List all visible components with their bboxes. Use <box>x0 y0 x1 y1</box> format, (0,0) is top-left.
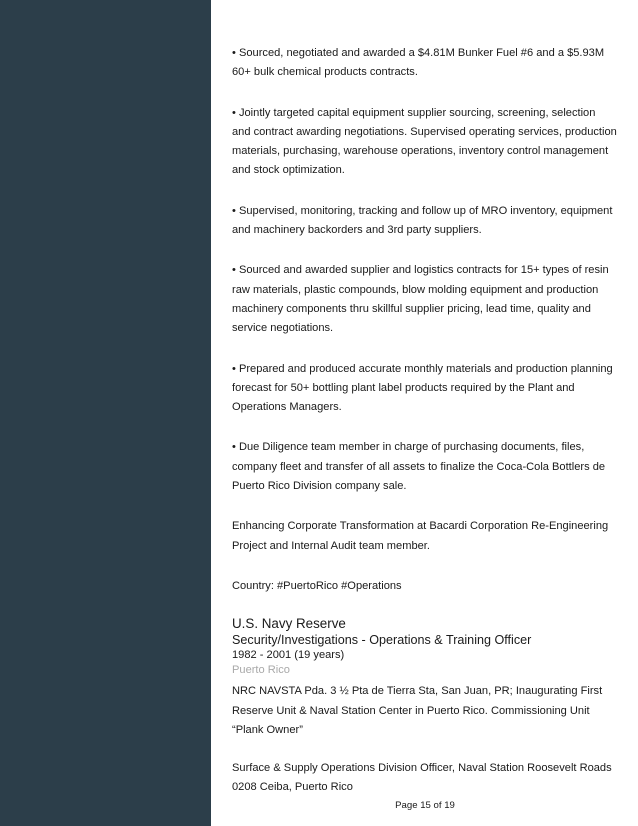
text-line: Operations Managers. <box>232 401 342 414</box>
text-line: service negotiations. <box>232 322 334 335</box>
text-line: NRC NAVSTA Pda. 3 ½ Pta de Tierra Sta, San Juan, PR; Inaugurating First <box>232 685 603 698</box>
paragraph <box>232 759 612 798</box>
text-line: 60+ bulk chemical products contracts. <box>232 66 418 79</box>
job-role: Security/Investigations - Operations & Training Officer <box>232 633 532 648</box>
text-line: and stock optimization. <box>232 164 345 177</box>
paragraph <box>232 577 612 596</box>
sidebar-panel <box>0 0 211 826</box>
text-line: and contract awarding negotiations. Supervised operating services, production <box>232 125 617 138</box>
paragraph <box>232 438 612 496</box>
text-line: • Sourced and awarded supplier and logistics contracts for 15+ types of resin <box>232 264 609 277</box>
text-line: • Supervised, monitoring, tracking and follow up of MRO inventory, equipment <box>232 204 613 217</box>
text-line: • Jointly targeted capital equipment supplier sourcing, screening, selection <box>232 106 596 119</box>
text-line: company fleet and transfer of all assets to finalize the Coca-Cola Bottlers de <box>232 460 606 473</box>
text-line: Enhancing Corporate Transformation at Bacardi Corporation Re-Engineering <box>232 520 609 533</box>
text-line: “Plank Owner” <box>232 723 303 736</box>
text-line: materials, purchasing, warehouse operations, inventory control management <box>232 145 609 158</box>
experience-paragraphs <box>232 44 617 596</box>
text-line: forecast for 50+ bottling plant label products required by the Plant and <box>232 381 575 394</box>
text-line: machinery components thru skillful supplier pricing, lead time, quality and <box>232 302 591 315</box>
job-dates: 1982 - 2001 (19 years) <box>232 649 345 662</box>
page-content <box>232 44 617 798</box>
text-line: • Sourced, negotiated and awarded a $4.81M Bunker Fuel #6 and a $5.93M <box>232 47 605 59</box>
text-line: and machinery backorders and 3rd party suppliers. <box>232 224 482 237</box>
job-description <box>232 682 612 797</box>
paragraph <box>232 202 612 241</box>
paragraph <box>232 44 612 83</box>
paragraph <box>232 261 612 338</box>
page-number: Page 15 of 19 <box>395 800 455 811</box>
text-line: • Prepared and produced accurate monthly materials and production planning <box>232 362 613 375</box>
text-line: Project and Internal Audit team member. <box>232 539 430 552</box>
text-line: Surface & Supply Operations Division Officer, Naval Station Roosevelt Roads <box>232 762 612 775</box>
paragraph <box>232 682 612 740</box>
page-footer <box>0 800 638 811</box>
paragraph <box>232 517 612 556</box>
text-line: raw materials, plastic compounds, blow molding equipment and production <box>232 283 599 296</box>
paragraph <box>232 360 612 418</box>
text-line: • Due Diligence team member in charge of purchasing documents, files, <box>232 441 585 454</box>
paragraph <box>232 104 617 181</box>
text-line: Country: #PuertoRico #Operations <box>232 579 402 592</box>
job-organization: U.S. Navy Reserve <box>232 616 346 632</box>
text-line: 0208 Ceiba, Puerto Rico <box>232 781 353 794</box>
text-line: Puerto Rico Division company sale. <box>232 480 407 493</box>
job-location: Puerto Rico <box>232 664 290 677</box>
text-line: Reserve Unit & Naval Station Center in Puerto Rico. Commissioning Unit <box>232 704 590 717</box>
job-header <box>232 616 612 678</box>
